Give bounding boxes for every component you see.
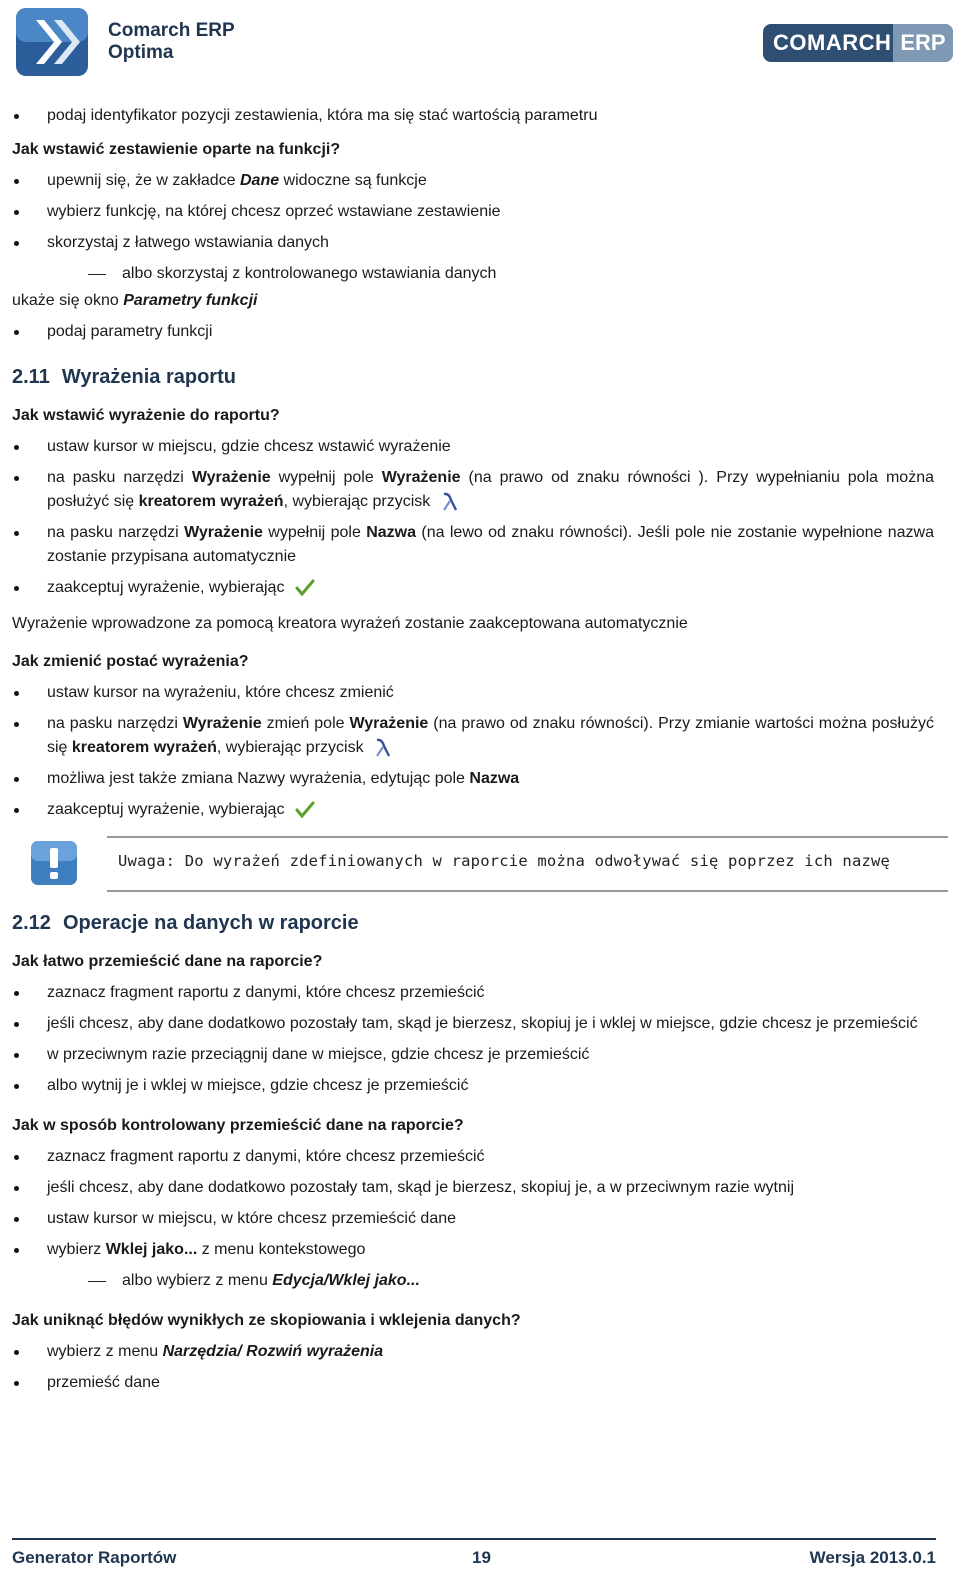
exclamation-icon	[30, 840, 78, 886]
question-heading: Jak uniknąć błędów wynikłych ze skopiowania i wklejenia danych?	[12, 1312, 521, 1329]
question-heading: Jak wstawić wyrażenie do raportu?	[12, 407, 280, 424]
list-item: na pasku narzędzi Wyrażenie wypełnij pole Nazwa (na lewo od znaku równości). Jeśli pole nie zostanie wypełnione nazwa zostanie przypisana automatycznie	[12, 521, 934, 569]
list-item: albo wytnij je i wklej w miejsce, gdzie chcesz je przemieścić	[12, 1074, 934, 1098]
list-item: podaj parametry funkcji	[12, 320, 934, 344]
list-item: ustaw kursor w miejscu, w które chcesz przemieścić dane	[12, 1207, 934, 1231]
paragraph: ukaże się okno Parametry funkcji	[12, 292, 258, 309]
list-item: upewnij się, że w zakładce Dane widoczne są funkcje	[12, 169, 934, 193]
question-heading: Jak wstawić zestawienie oparte na funkcji?	[12, 141, 341, 158]
list-item: wybierz Wklej jako... z menu kontekstowego	[12, 1238, 934, 1262]
sub-list-item: albo skorzystaj z kontrolowanego wstawiania danych	[12, 262, 934, 286]
question-heading: Jak w sposób kontrolowany przemieścić dane na raporcie?	[12, 1117, 464, 1134]
footer-version: Wersja 2013.0.1	[809, 1548, 936, 1567]
document-body	[12, 104, 934, 1402]
product-name	[108, 20, 235, 64]
lambda-icon[interactable]	[441, 492, 459, 512]
list-item: podaj identyfikator pozycji zestawienia, która ma się stać wartością parametru	[12, 104, 934, 128]
list-item: jeśli chcesz, aby dane dodatkowo pozostały tam, skąd je bierzesz, skopiuj je, a w przeciwnym razie wytnij	[12, 1176, 934, 1200]
list-item: wybierz z menu Narzędzia/ Rozwiń wyrażenia	[12, 1340, 934, 1364]
page-number: 19	[472, 1548, 491, 1567]
section-heading-2-11: 2.11 Wyrażenia raportu	[12, 366, 236, 388]
list-item: zaznacz fragment raportu z danymi, które chcesz przemieścić	[12, 1145, 934, 1169]
list-item: jeśli chcesz, aby dane dodatkowo pozostały tam, skąd je bierzesz, skopiuj je i wklej w miejsce, gdzie chcesz je przemieścić	[12, 1012, 934, 1036]
paragraph: Wyrażenie wprowadzone za pomocą kreatora wyrażeń zostanie zaakceptowana automatycznie	[12, 615, 688, 632]
question-heading: Jak zmienić postać wyrażenia?	[12, 653, 249, 670]
list-item: na pasku narzędzi Wyrażenie wypełnij pole Wyrażenie (na prawo od znaku równości ). Przy wypełnianiu pola można posłużyć się kreatorem wyrażeń, wybierając przycisk	[12, 466, 934, 514]
checkmark-icon[interactable]	[295, 801, 315, 819]
list-item: na pasku narzędzi Wyrażenie zmień pole Wyrażenie (na prawo od znaku równości). Przy zmianie wartości można posłużyć się kreatorem wyrażeń, wybierając przycisk	[12, 712, 934, 760]
note-divider	[107, 890, 948, 892]
product-name-line2: Optima	[108, 42, 174, 63]
comarch-logo-icon	[14, 6, 90, 78]
brand-logo	[763, 24, 953, 62]
list-item: zaakceptuj wyrażenie, wybierając	[12, 576, 934, 600]
note-divider	[107, 836, 948, 838]
list-item: zaakceptuj wyrażenie, wybierając	[12, 798, 934, 822]
product-name-line1: Comarch ERP	[108, 20, 235, 41]
checkmark-icon[interactable]	[295, 579, 315, 597]
question-heading: Jak łatwo przemieścić dane na raporcie?	[12, 953, 323, 970]
list-item: w przeciwnym razie przeciągnij dane w miejsce, gdzie chcesz je przemieścić	[12, 1043, 934, 1067]
section-heading-2-12: 2.12 Operacje na danych w raporcie	[12, 912, 359, 934]
list-item: wybierz funkcję, na której chcesz oprzeć wstawiane zestawienie	[12, 200, 934, 224]
list-item: zaznacz fragment raportu z danymi, które chcesz przemieścić	[12, 981, 934, 1005]
lambda-icon[interactable]	[374, 738, 392, 758]
footer-title: Generator Raportów	[12, 1548, 177, 1567]
note-box	[12, 836, 934, 892]
brand-right: ERP	[893, 24, 953, 62]
sub-list-item: albo wybierz z menu Edycja/Wklej jako...	[12, 1269, 934, 1293]
note-text: Uwaga: Do wyrażeń zdefiniowanych w raporcie można odwoływać się poprzez ich nazwę	[118, 852, 891, 870]
list-item: ustaw kursor na wyrażeniu, które chcesz zmienić	[12, 681, 934, 705]
list-item: ustaw kursor w miejscu, gdzie chcesz wstawić wyrażenie	[12, 435, 934, 459]
list-item: przemieść dane	[12, 1371, 934, 1395]
page-footer	[12, 1538, 936, 1580]
list-item: skorzystaj z łatwego wstawiania danych	[12, 231, 934, 255]
list-item: możliwa jest także zmiana Nazwy wyrażenia, edytując pole Nazwa	[12, 767, 934, 791]
brand-left: COMARCH	[773, 30, 892, 55]
